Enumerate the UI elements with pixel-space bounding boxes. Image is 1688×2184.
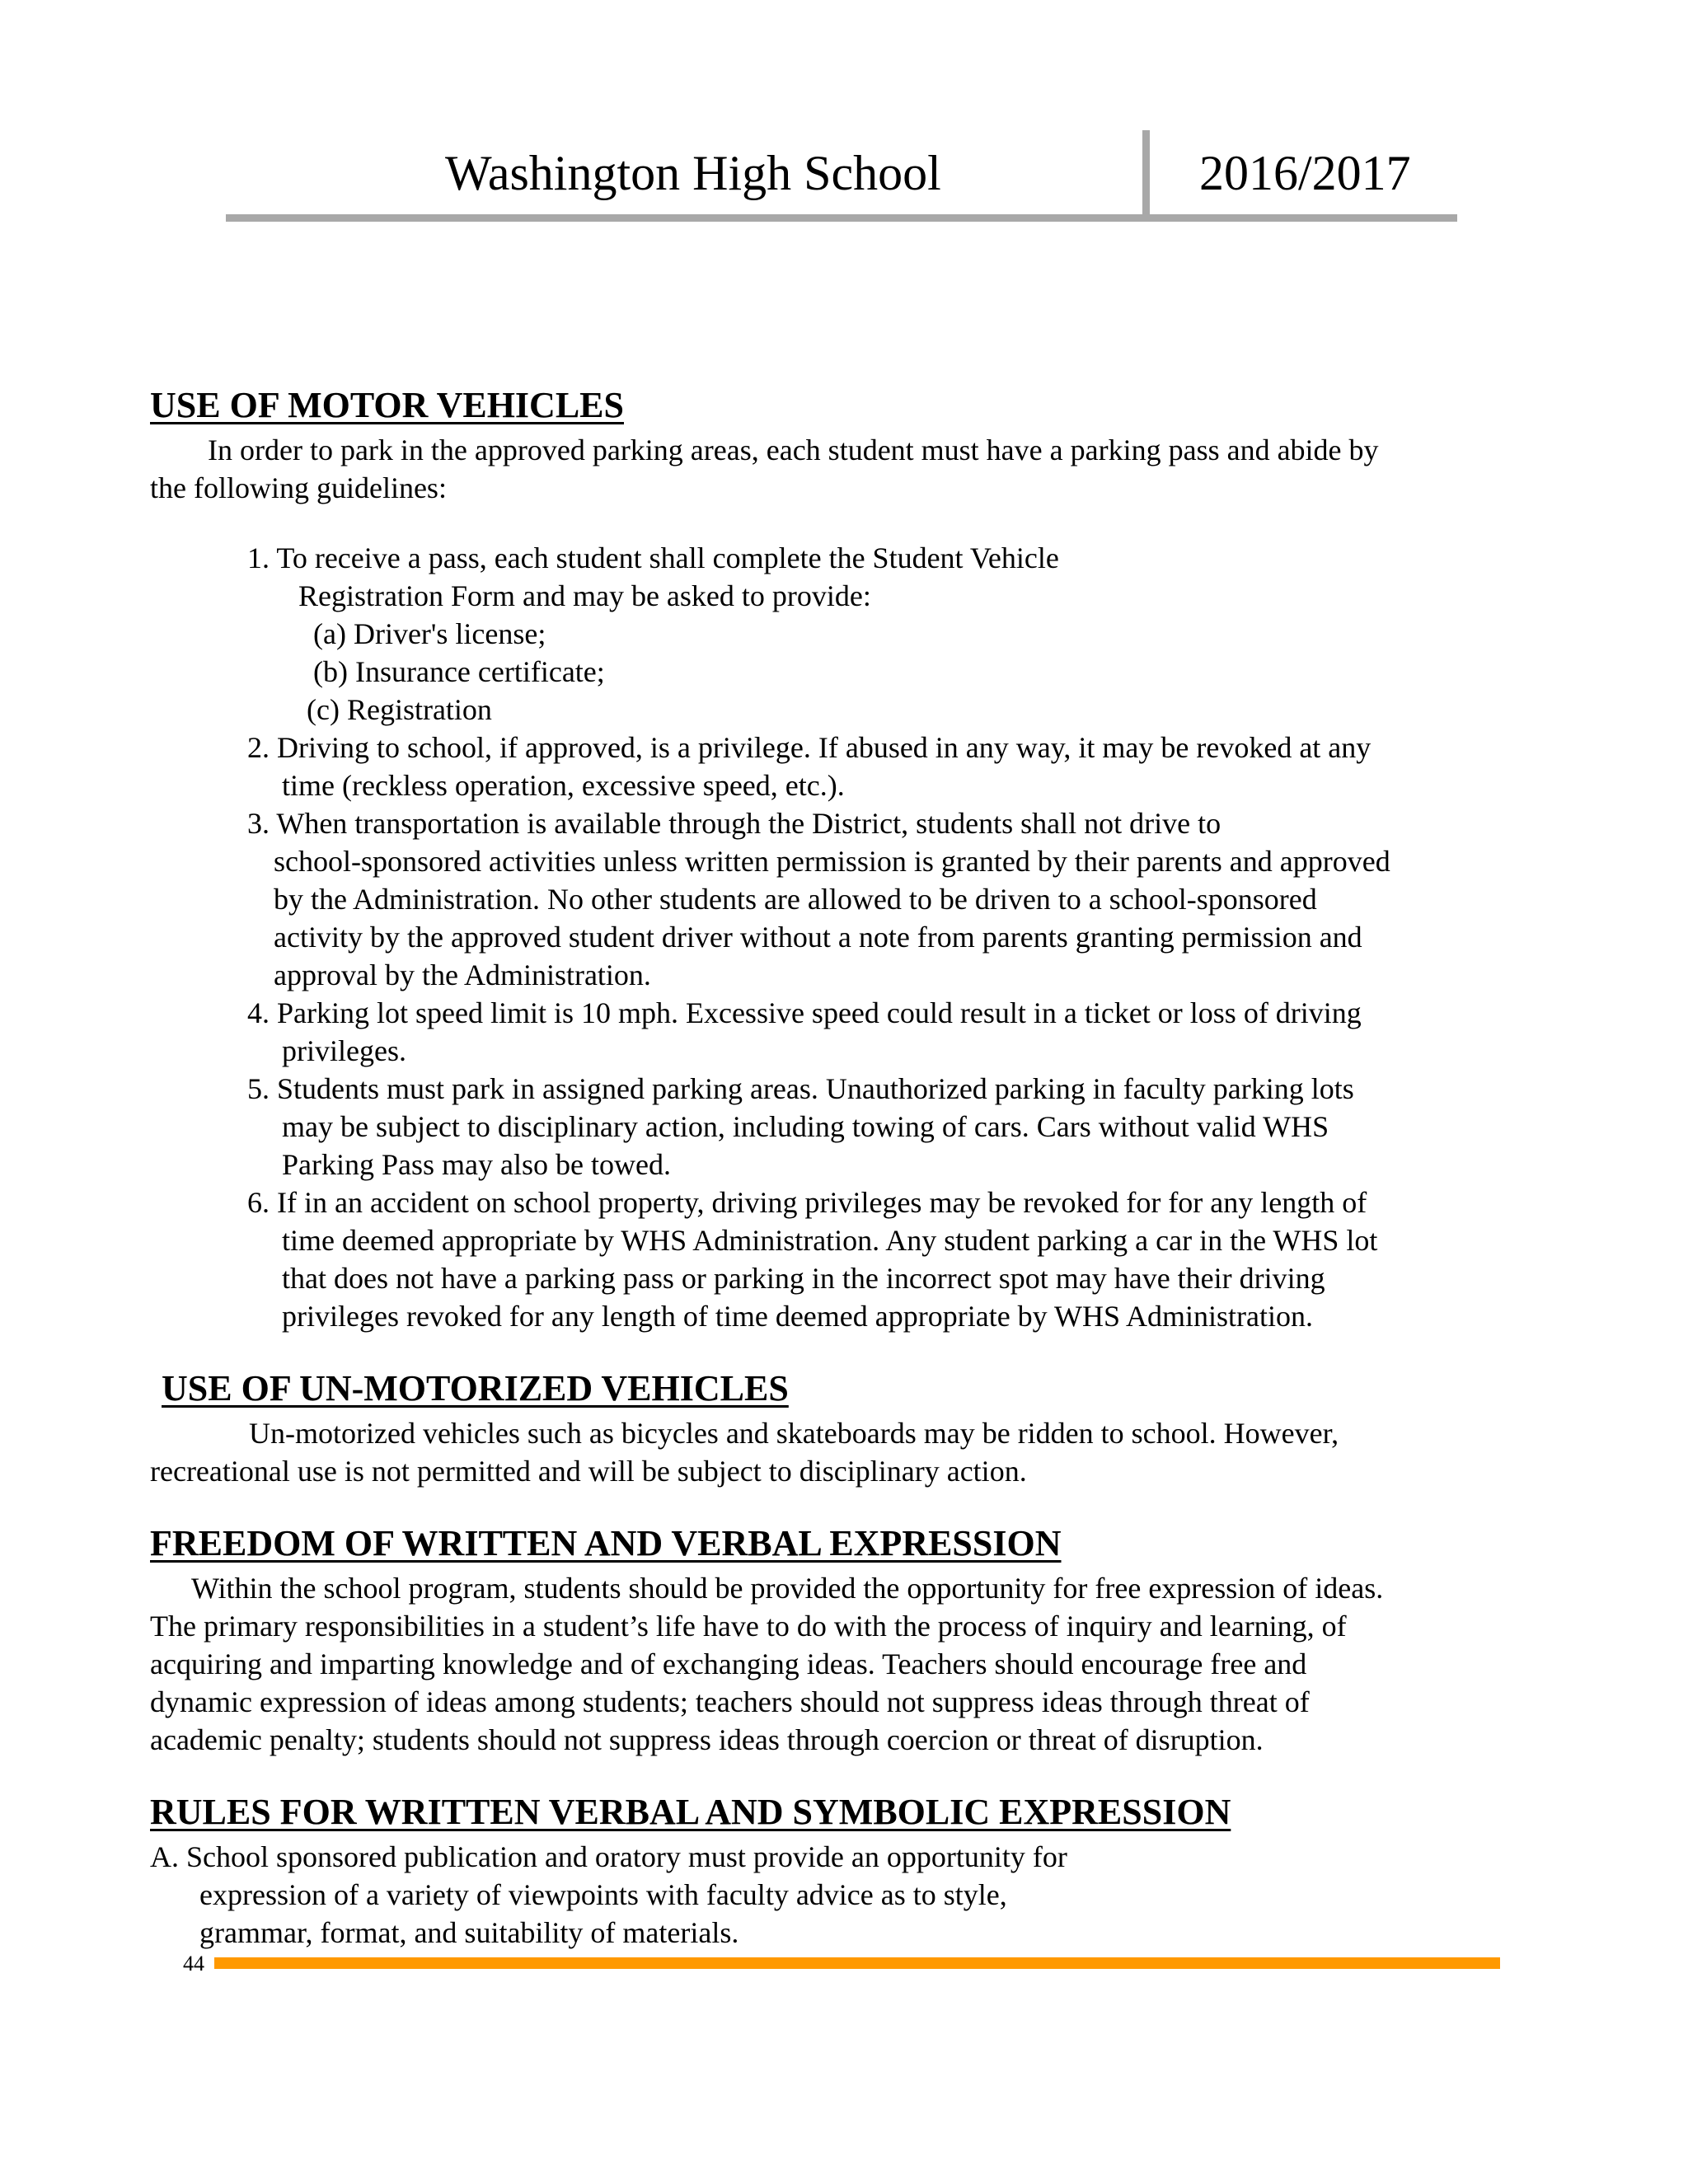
paragraph-line: grammar, format, and suitability of materials.	[199, 1916, 739, 1949]
list-item: may be subject to disciplinary action, including towing of cars. Cars without valid WHS	[282, 1110, 1329, 1143]
list-item: by the Administration. No other students are allowed to be driven to a school-sponsored	[274, 883, 1317, 916]
paragraph-line: dynamic expression of ideas among students; teachers should not suppress ideas through threat of	[150, 1685, 1310, 1718]
header-school-name: Washington High School	[445, 146, 941, 200]
list-item: 1. To receive a pass, each student shall complete the Student Vehicle	[247, 541, 1059, 574]
paragraph-line: The primary responsibilities in a student’s life have to do with the process of inquiry and learning, of	[150, 1610, 1347, 1643]
list-item: 4. Parking lot speed limit is 10 mph. Excessive speed could result in a ticket or loss of driving	[247, 996, 1362, 1029]
heading-unmotorized-vehicles: USE OF UN-MOTORIZED VEHICLES	[162, 1368, 789, 1408]
list-item: 2. Driving to school, if approved, is a privilege. If abused in any way, it may be revoked at any	[247, 731, 1372, 764]
paragraph-line: expression of a variety of viewpoints with faculty advice as to style,	[199, 1878, 1007, 1911]
heading-motor-vehicles: USE OF MOTOR VEHICLES	[150, 385, 624, 425]
list-item: that does not have a parking pass or parking in the incorrect spot may have their driving	[282, 1262, 1325, 1295]
paragraph-line: recreational use is not permitted and will be subject to disciplinary action.	[150, 1455, 1027, 1488]
paragraph-line: Within the school program, students should be provided the opportunity for free expression of ideas.	[191, 1572, 1384, 1605]
paragraph-line: A. School sponsored publication and oratory must provide an opportunity for	[150, 1840, 1067, 1873]
list-item: (a) Driver's license;	[313, 617, 546, 650]
header-rule	[226, 214, 1457, 222]
list-item: activity by the approved student driver without a note from parents granting permission and	[274, 921, 1362, 954]
list-item: (b) Insurance certificate;	[313, 655, 605, 688]
paragraph-line: the following guidelines:	[150, 471, 447, 504]
heading-rules-for-expression: RULES FOR WRITTEN VERBAL AND SYMBOLIC EXPRESSION	[150, 1792, 1231, 1832]
list-item: time deemed appropriate by WHS Administration. Any student parking a car in the WHS lot	[282, 1224, 1378, 1257]
list-item: (c) Registration	[307, 693, 492, 726]
list-item: privileges revoked for any length of time deemed appropriate by WHS Administration.	[282, 1300, 1314, 1333]
heading-freedom-of-expression: FREEDOM OF WRITTEN AND VERBAL EXPRESSION	[150, 1523, 1062, 1563]
header-divider	[1142, 130, 1150, 217]
page-number: 44	[183, 1952, 204, 1975]
list-item: Registration Form and may be asked to provide:	[298, 579, 871, 612]
paragraph-line: In order to park in the approved parking areas, each student must have a parking pass and abide by	[208, 434, 1379, 466]
paragraph-line: Un-motorized vehicles such as bicycles and skateboards may be ridden to school. However,	[249, 1417, 1339, 1450]
list-item: Parking Pass may also be towed.	[282, 1148, 671, 1181]
list-item: 5. Students must park in assigned parking areas. Unauthorized parking in faculty parking lots	[247, 1072, 1354, 1105]
list-item: privileges.	[282, 1034, 406, 1067]
header-school-year: 2016/2017	[1199, 146, 1411, 200]
list-item: 6. If in an accident on school property, driving privileges may be revoked for for any length of	[247, 1186, 1367, 1219]
list-item: school-sponsored activities unless written permission is granted by their parents and approved	[274, 845, 1390, 878]
list-item: 3. When transportation is available through the District, students shall not drive to	[247, 807, 1221, 840]
list-item: time (reckless operation, excessive speed, etc.).	[282, 769, 845, 802]
footer-rule	[214, 1957, 1500, 1969]
list-item: approval by the Administration.	[274, 958, 651, 991]
paragraph-line: academic penalty; students should not suppress ideas through coercion or threat of disruption.	[150, 1723, 1264, 1756]
paragraph-line: acquiring and imparting knowledge and of exchanging ideas. Teachers should encourage free and	[150, 1647, 1307, 1680]
